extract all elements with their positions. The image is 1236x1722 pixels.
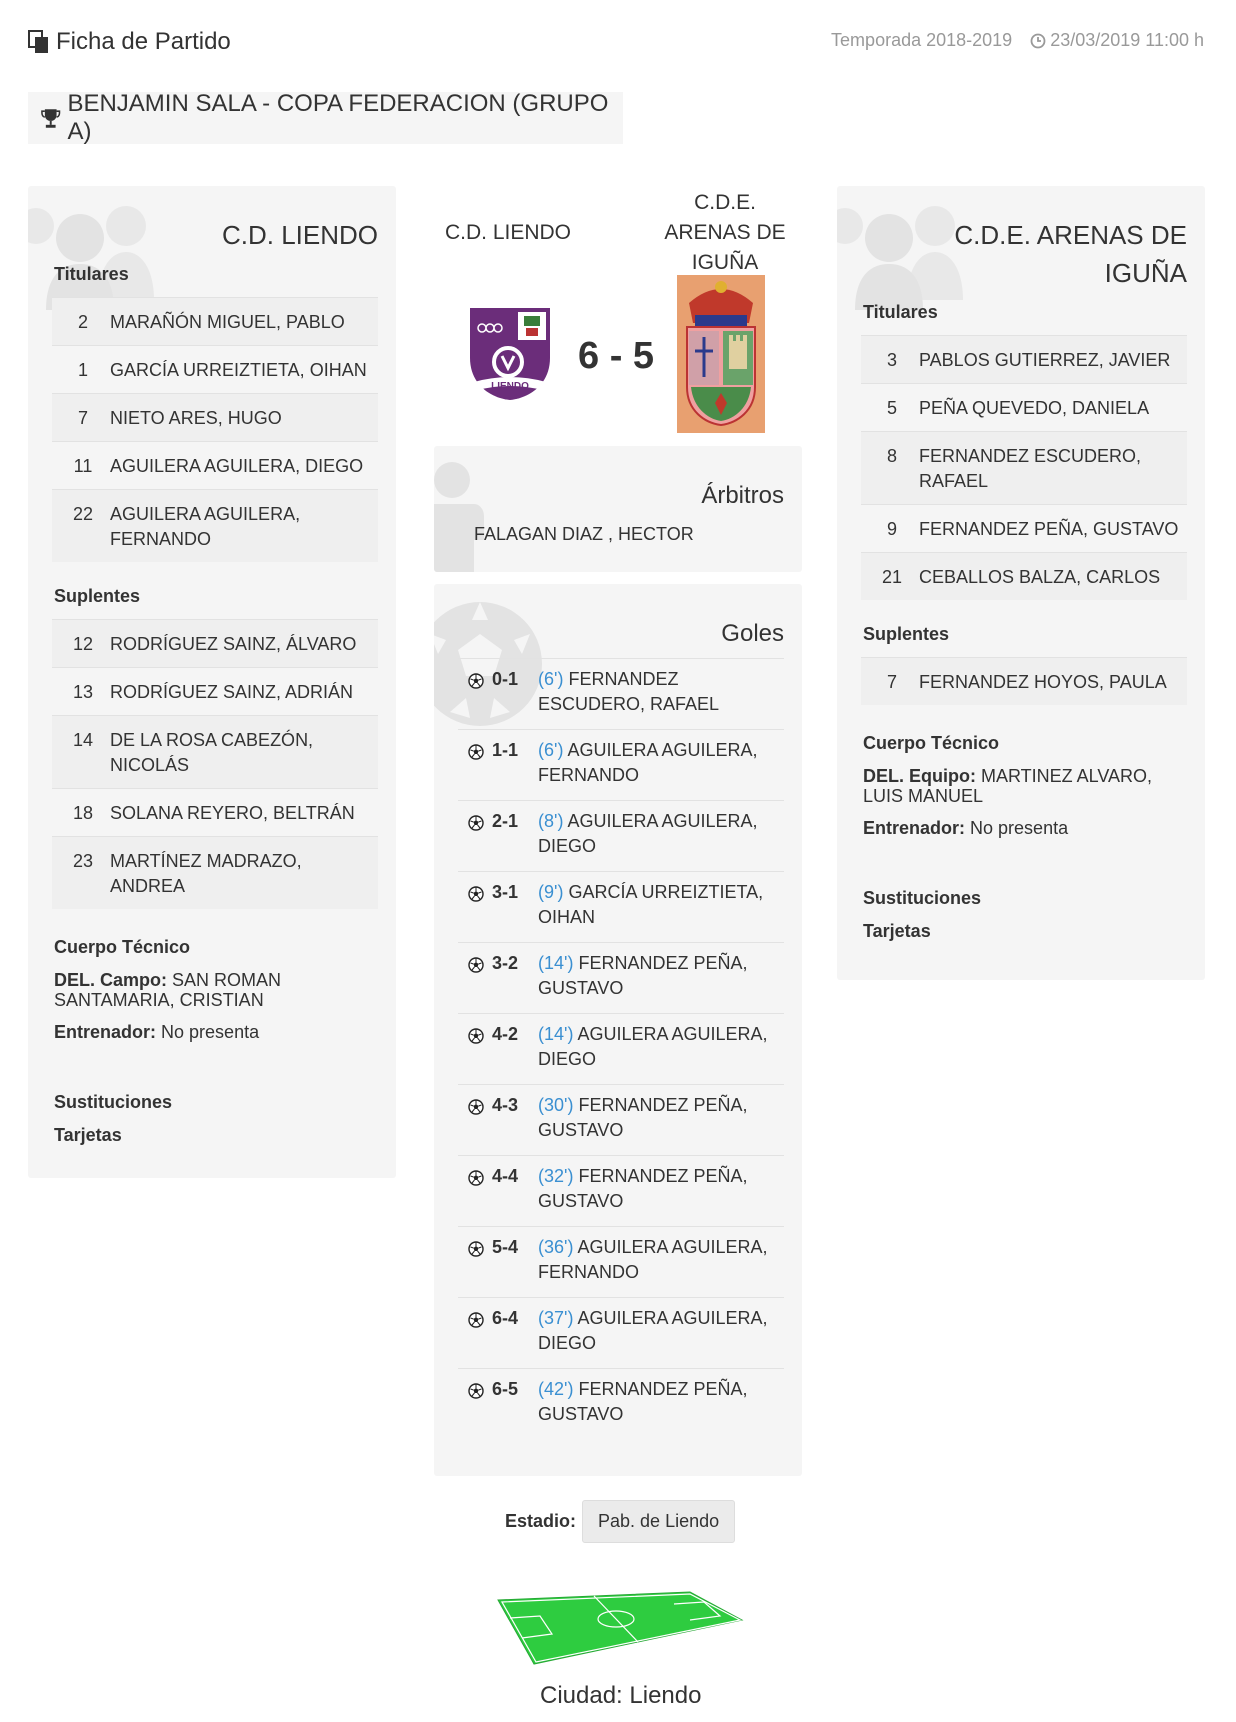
goals-panel [434,584,802,1476]
player-row [52,393,378,441]
player-row [861,383,1187,431]
goal-row [458,1084,784,1155]
soccer-ball-icon [468,1306,492,1356]
away-cuerpo-label: Cuerpo Técnico [863,733,1000,753]
goal-row [458,729,784,800]
player-number: 14 [72,730,94,750]
match-score: 6 - 5 [578,335,655,377]
goal-row [458,1013,784,1084]
home-titulares-label: Titulares [54,264,129,284]
away-team-name-line1: C.D.E. ARENAS DE [954,220,1187,250]
player-name: FERNANDEZ HOYOS, PAULA [919,672,1167,692]
referees-title: Árbitros [701,482,784,509]
soccer-ball-icon [468,809,492,859]
goal-row [458,1155,784,1226]
goal-row [458,800,784,871]
home-entrenador-value: No presenta [161,1022,260,1042]
datetime-text: 23/03/2019 11:00 h [1050,30,1204,50]
city-label: Ciudad: Liendo [540,1682,702,1709]
goal-minute[interactable]: (37') [538,1308,574,1328]
home-team-crest [468,306,552,402]
player-row [52,489,378,562]
goal-detail [538,738,784,788]
player-row [52,667,378,715]
goal-minute[interactable]: (42') [538,1379,574,1399]
player-name: NIETO ARES, HUGO [110,408,282,428]
goals-list [434,658,802,1439]
goal-score: 4-4 [492,1166,519,1186]
away-titulares-list [861,335,1187,600]
player-number: 9 [886,519,897,539]
home-sustituciones-label: Sustituciones [54,1092,173,1112]
player-name: MARTÍNEZ MADRAZO, ANDREA [110,851,302,896]
goal-detail [538,951,784,1001]
away-entrenador [837,818,1205,838]
goal-row [458,1368,784,1439]
page-header [28,28,231,56]
away-team-crest [677,275,765,433]
home-titulares-list [52,297,378,562]
home-tarjetas-label: Tarjetas [54,1125,122,1145]
player-name: FERNANDEZ ESCUDERO, RAFAEL [919,446,1142,491]
player-number: 3 [886,350,897,370]
away-team-name [837,216,1205,292]
match-datetime [1030,30,1204,51]
pitch-icon [494,1588,744,1666]
player-row [52,836,378,909]
goal-minute[interactable]: (36') [538,1237,574,1257]
home-entrenador-label: Entrenador: [54,1022,157,1042]
goal-score: 2-1 [492,811,519,831]
player-number: 23 [72,851,94,871]
stadium-value: Pab. de Liendo [582,1500,735,1543]
player-name: AGUILERA AGUILERA, DIEGO [110,456,364,476]
goal-detail [538,667,784,717]
goal-score: 3-2 [492,953,519,973]
goal-player: AGUILERA AGUILERA, DIEGO [538,811,758,856]
referee-name: FALAGAN DIAZ , HECTOR [474,524,694,544]
goal-player: FERNANDEZ PEÑA, GUSTAVO [538,1166,748,1211]
stadium-label: Estadio: [505,1511,577,1531]
goal-score: 0-1 [492,669,519,689]
player-row [861,335,1187,383]
home-crest-text: LIENDO [491,381,529,392]
player-row [861,504,1187,552]
match-meta [831,30,1204,51]
player-row [52,441,378,489]
goal-minute[interactable]: (30') [538,1095,574,1115]
player-number: 11 [73,456,93,476]
home-delegado-label: DEL. Campo: [54,970,168,990]
player-row [52,619,378,667]
goal-row [458,1297,784,1368]
document-copy-icon [28,30,50,54]
player-number: 2 [77,312,88,332]
player-number: 8 [886,446,897,466]
goal-score: 4-2 [492,1024,519,1044]
away-tarjetas-label: Tarjetas [863,921,931,941]
goal-row [458,658,784,729]
player-row [861,431,1187,504]
player-number: 7 [77,408,88,428]
goal-row [458,1226,784,1297]
goal-score: 6-4 [492,1308,519,1328]
player-number: 18 [72,803,94,823]
goal-player: AGUILERA AGUILERA, DIEGO [538,1024,768,1069]
player-name: RODRÍGUEZ SAINZ, ÁLVARO [110,634,357,654]
soccer-ball-icon [468,1377,492,1427]
goal-player: AGUILERA AGUILERA, DIEGO [538,1308,768,1353]
center-away-name-line1: C.D.E. [694,191,756,214]
goal-player: AGUILERA AGUILERA, FERNANDO [538,740,758,785]
home-cuerpo-label: Cuerpo Técnico [54,937,191,957]
home-suplentes-list [52,619,378,909]
goal-score: 1-1 [492,740,519,760]
away-titulares-label: Titulares [863,302,938,322]
player-number: 13 [72,682,94,702]
player-name: MARAÑÓN MIGUEL, PABLO [110,312,345,332]
player-number: 1 [77,360,88,380]
player-name: FERNANDEZ PEÑA, GUSTAVO [919,519,1179,539]
player-number: 7 [886,672,897,692]
goal-minute[interactable]: (6') [538,669,564,689]
soccer-ball-icon [468,1093,492,1143]
goal-player: FERNANDEZ PEÑA, GUSTAVO [538,1095,748,1140]
trophy-icon [40,107,61,129]
player-name: DE LA ROSA CABEZÓN, NICOLÁS [110,730,314,775]
goals-title: Goles [721,620,784,647]
player-row [52,715,378,788]
player-name: PEÑA QUEVEDO, DANIELA [919,398,1150,418]
goal-minute[interactable]: (32') [538,1166,574,1186]
player-number: 21 [881,567,903,587]
goal-minute[interactable]: (6') [538,740,564,760]
goal-row [458,942,784,1013]
goal-detail [538,809,784,859]
home-delegado-value: SAN ROMAN SANTAMARIA, CRISTIAN [54,970,282,1010]
goal-minute[interactable]: (14') [538,953,574,973]
player-number: 22 [72,504,94,524]
away-suplentes-list [861,657,1187,705]
user-icon [434,460,490,572]
goal-score: 3-1 [492,882,519,902]
goal-detail [538,1022,784,1072]
competition-banner [28,92,623,144]
goal-row [458,871,784,942]
stadium-info [505,1500,735,1543]
goal-player: FERNANDEZ ESCUDERO, RAFAEL [538,669,720,714]
soccer-ball-icon [468,1022,492,1072]
goal-detail [538,1235,784,1285]
goal-detail [538,880,784,930]
goal-minute[interactable]: (9') [538,882,564,902]
player-row [861,657,1187,705]
goal-player: AGUILERA AGUILERA, FERNANDO [538,1237,768,1282]
goal-player: GARCÍA URREIZTIETA, OIHAN [538,882,764,927]
home-suplentes-label: Suplentes [54,586,141,606]
home-team-panel [28,186,396,1178]
page-title: Ficha de Partido [56,28,231,55]
soccer-ball-icon [468,738,492,788]
soccer-ball-icon [468,1164,492,1214]
soccer-ball-icon [468,667,492,717]
player-row [52,788,378,836]
soccer-ball-icon [468,880,492,930]
home-delegado [28,970,396,1010]
center-away-name [650,188,800,278]
away-entrenador-value: No presenta [970,818,1069,838]
home-entrenador [28,1022,396,1042]
away-delegado-value: MARTINEZ ALVARO, LUIS MANUEL [863,766,1153,806]
away-delegado [837,766,1205,806]
goal-player: FERNANDEZ PEÑA, GUSTAVO [538,953,748,998]
center-away-name-line2: ARENAS DE [664,221,786,244]
goal-score: 5-4 [492,1237,519,1257]
player-row [861,552,1187,600]
goal-score: 4-3 [492,1095,519,1115]
away-suplentes-label: Suplentes [863,624,950,644]
center-away-name-line3: IGUÑA [691,251,759,274]
player-name: GARCÍA URREIZTIETA, OIHAN [110,360,367,380]
away-delegado-label: DEL. Equipo: [863,766,976,786]
player-row [52,297,378,345]
player-name: SOLANA REYERO, BELTRÁN [110,803,355,823]
referees-panel [434,446,802,572]
goal-player: FERNANDEZ PEÑA, GUSTAVO [538,1379,748,1424]
away-sustituciones-label: Sustituciones [863,888,982,908]
player-number: 5 [886,398,897,418]
competition-name: BENJAMIN SALA - COPA FEDERACION (GRUPO A) [67,90,609,145]
soccer-ball-icon [468,1235,492,1285]
player-name: RODRÍGUEZ SAINZ, ADRIÁN [110,682,354,702]
player-number: 12 [72,634,94,654]
player-name: PABLOS GUTIERREZ, JAVIER [919,350,1171,370]
goal-detail [538,1377,784,1427]
away-team-name-line2: IGUÑA [1104,258,1187,288]
goal-score: 6-5 [492,1379,519,1399]
player-row [52,345,378,393]
away-entrenador-label: Entrenador: [863,818,966,838]
goal-detail [538,1164,784,1214]
soccer-ball-icon [468,951,492,1001]
goal-detail [538,1306,784,1356]
home-team-name: C.D. LIENDO [221,220,378,250]
player-name: CEBALLOS BALZA, CARLOS [919,567,1161,587]
goal-minute[interactable]: (8') [538,811,564,831]
clock-icon [1030,33,1046,49]
player-name: AGUILERA AGUILERA, FERNANDO [110,504,301,549]
goal-minute[interactable]: (14') [538,1024,574,1044]
center-home-name: C.D. LIENDO [444,221,572,244]
away-team-panel [837,186,1205,980]
goal-detail [538,1093,784,1143]
season-label: Temporada 2018-2019 [831,30,1013,50]
